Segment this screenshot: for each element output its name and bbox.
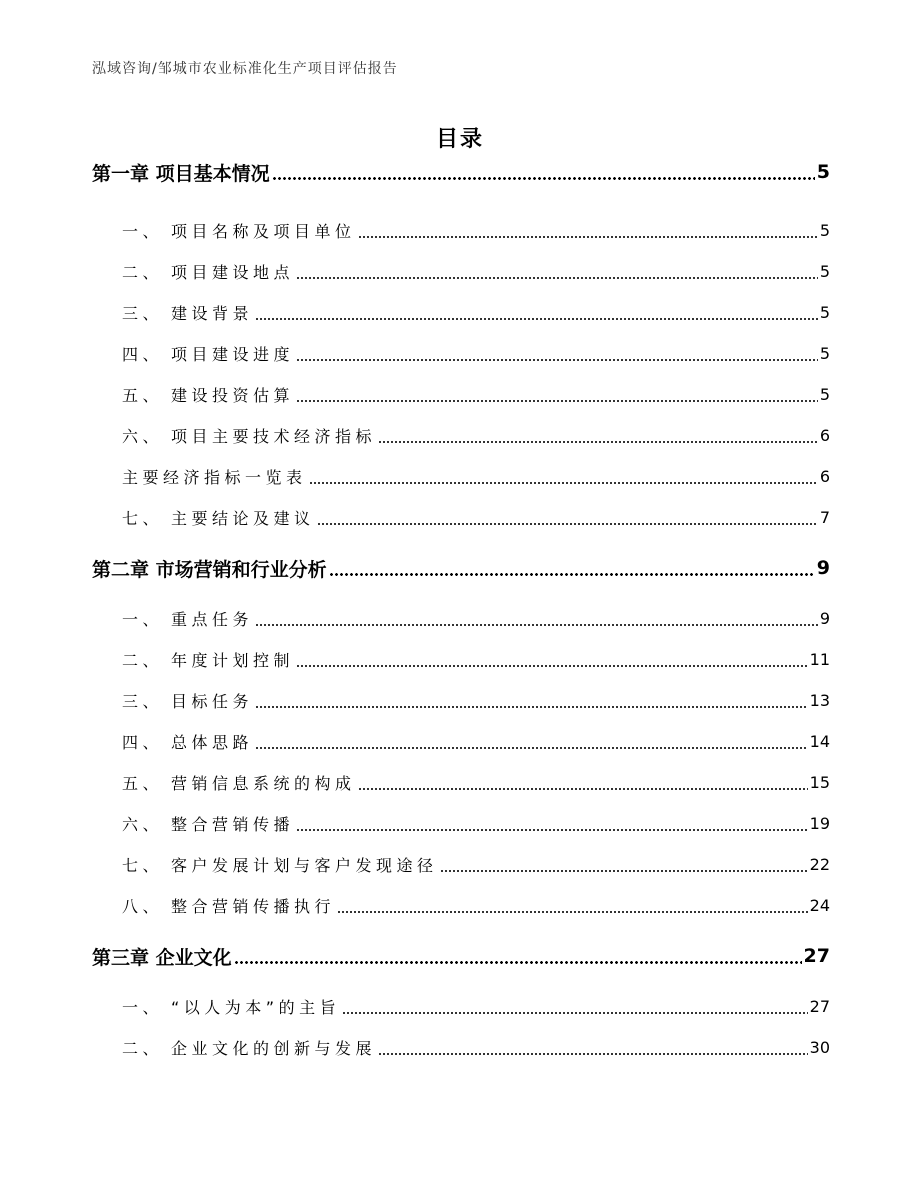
toc-entry-number: 七、 <box>122 509 164 528</box>
toc-section-entry[interactable] <box>92 210 830 251</box>
toc-entry-number: 四、 <box>122 733 164 752</box>
page-title: 目录 <box>435 127 484 152</box>
dot-leader <box>296 277 818 279</box>
toc-page-number: 6 <box>819 426 830 445</box>
toc-section-entry[interactable] <box>92 415 830 456</box>
toc-entry-title: 目标任务 <box>171 692 254 711</box>
toc-entry-number: 二、 <box>122 263 164 282</box>
toc-entry-title: “以人为本”的主旨 <box>171 998 341 1017</box>
toc-section-entry[interactable] <box>92 639 830 680</box>
toc-entry-label <box>122 689 253 712</box>
dot-leader <box>296 665 808 667</box>
toc-entry-label <box>122 648 294 671</box>
toc-entry-label <box>122 219 356 242</box>
toc-section-entry[interactable] <box>92 374 830 415</box>
toc-section-entry[interactable] <box>92 680 830 721</box>
toc-entry-title: 项目主要技术经济指标 <box>171 427 377 446</box>
toc-chapter-entry[interactable] <box>92 152 830 192</box>
toc-entry-title: 项目名称及项目单位 <box>171 222 356 241</box>
toc-page-number: 5 <box>816 161 830 183</box>
toc-entry-number: 五、 <box>122 386 164 405</box>
toc-entry-label <box>122 607 253 630</box>
toc-entry-number: 一、 <box>122 998 164 1017</box>
toc-entry-number: 六、 <box>122 427 164 446</box>
toc-page-number: 5 <box>819 385 830 404</box>
dot-leader <box>309 482 818 484</box>
toc-entry-number: 八、 <box>122 897 164 916</box>
toc-entry-number: 五、 <box>122 774 164 793</box>
toc-page-number: 24 <box>809 896 830 915</box>
toc-entry-title: 客户发展计划与客户发现途径 <box>171 856 438 875</box>
toc-chapter-entry[interactable] <box>92 548 830 588</box>
dot-leader <box>440 870 808 872</box>
dot-leader <box>342 1012 808 1014</box>
dot-leader <box>255 747 808 749</box>
dot-leader <box>255 706 808 708</box>
toc-section-entry[interactable] <box>92 762 830 803</box>
dot-leader <box>317 523 818 525</box>
toc-entry-title: 整合营销传播 <box>171 815 295 834</box>
toc-entry-number: 六、 <box>122 815 164 834</box>
toc-entry-title: 总体思路 <box>171 733 254 752</box>
dot-leader <box>378 441 818 443</box>
toc-entry-label <box>92 555 327 582</box>
toc-entry-label <box>122 424 376 447</box>
toc-entry-label <box>122 506 315 529</box>
toc-section-entry[interactable] <box>92 333 830 374</box>
toc-entry-title: 重点任务 <box>171 610 254 629</box>
toc-entry-number: 四、 <box>122 345 164 364</box>
toc-entry-label <box>122 301 253 324</box>
toc-page-number: 5 <box>819 221 830 240</box>
toc-entry-number: 二、 <box>122 651 164 670</box>
dot-leader <box>255 318 818 320</box>
dot-leader <box>296 829 808 831</box>
dot-leader <box>255 624 818 626</box>
toc-entry-title: 建设背景 <box>171 304 254 323</box>
dot-leader <box>234 961 802 964</box>
toc-page-number: 5 <box>819 303 830 322</box>
dot-leader <box>358 236 818 238</box>
toc-page-number: 7 <box>819 508 830 527</box>
toc-section-entry[interactable] <box>92 844 830 885</box>
dot-leader <box>296 400 818 402</box>
toc-entry-label <box>122 812 294 835</box>
toc-entry-label <box>122 995 340 1018</box>
toc-section-entry[interactable] <box>92 497 830 538</box>
toc-page-number: 14 <box>809 732 830 751</box>
toc-section-entry[interactable] <box>92 885 830 926</box>
toc-entry-label <box>122 383 294 406</box>
toc-entry-number: 三、 <box>122 692 164 711</box>
toc-entry-label <box>122 730 253 753</box>
toc-entry-number: 二、 <box>122 1039 164 1058</box>
toc-section-entry[interactable] <box>92 721 830 762</box>
toc-entry-title: 企业文化的创新与发展 <box>171 1039 377 1058</box>
toc-entry-label <box>122 771 356 794</box>
toc-section-entry[interactable] <box>92 598 830 639</box>
toc-entry-title: 整合营销传播执行 <box>171 897 336 916</box>
dot-leader <box>358 788 808 790</box>
toc-entry-title: 第二章 市场营销和行业分析 <box>92 558 327 581</box>
toc-entry-number: 一、 <box>122 610 164 629</box>
toc-entry-number: 三、 <box>122 304 164 323</box>
toc-page-number: 19 <box>809 814 830 833</box>
toc-entry-title: 年度计划控制 <box>171 651 295 670</box>
toc-entry-label <box>122 1036 376 1059</box>
toc-entry-number: 一、 <box>122 222 164 241</box>
toc-entry-title: 主要结论及建议 <box>171 509 315 528</box>
toc-chapter-entry[interactable] <box>92 936 830 976</box>
toc-page-number: 15 <box>809 773 830 792</box>
toc-entry-label <box>122 853 438 876</box>
toc-page-number: 22 <box>809 855 830 874</box>
toc-entry-title: 第三章 企业文化 <box>92 946 232 969</box>
toc-page-number: 13 <box>809 691 830 710</box>
toc-section-entry[interactable] <box>92 456 830 497</box>
toc-page-number: 9 <box>816 557 830 579</box>
toc-page-number: 9 <box>819 609 830 628</box>
toc-page-number: 6 <box>819 467 830 486</box>
running-header: 泓域咨询/邹城市农业标准化生产项目评估报告 <box>92 61 398 77</box>
dot-leader <box>296 359 818 361</box>
toc-entry-title: 建设投资估算 <box>171 386 295 405</box>
toc-entry-number: 七、 <box>122 856 164 875</box>
toc-page-number: 30 <box>809 1038 830 1057</box>
toc-entry-label <box>122 465 307 488</box>
toc-entry-title: 第一章 项目基本情况 <box>92 162 270 185</box>
dot-leader <box>329 573 815 576</box>
toc-page-number: 27 <box>803 945 830 967</box>
table-of-contents <box>92 152 830 1068</box>
toc-page-number: 11 <box>809 650 830 669</box>
toc-section-entry[interactable] <box>92 1027 830 1068</box>
toc-entry-title: 营销信息系统的构成 <box>171 774 356 793</box>
toc-page-number: 27 <box>809 997 830 1016</box>
toc-entry-title: 主要经济指标一览表 <box>122 468 307 487</box>
toc-entry-label <box>122 342 294 365</box>
toc-section-entry[interactable] <box>92 803 830 844</box>
toc-section-entry[interactable] <box>92 251 830 292</box>
toc-page-number: 5 <box>819 344 830 363</box>
toc-entry-label <box>92 159 270 186</box>
toc-section-entry[interactable] <box>92 292 830 333</box>
toc-entry-title: 项目建设进度 <box>171 345 295 364</box>
toc-entry-label <box>92 943 232 970</box>
dot-leader <box>378 1053 808 1055</box>
toc-entry-label <box>122 260 294 283</box>
toc-section-entry[interactable] <box>92 986 830 1027</box>
toc-entry-label <box>122 894 335 917</box>
dot-leader <box>272 177 815 180</box>
dot-leader <box>337 911 808 913</box>
toc-entry-title: 项目建设地点 <box>171 263 295 282</box>
toc-page-number: 5 <box>819 262 830 281</box>
